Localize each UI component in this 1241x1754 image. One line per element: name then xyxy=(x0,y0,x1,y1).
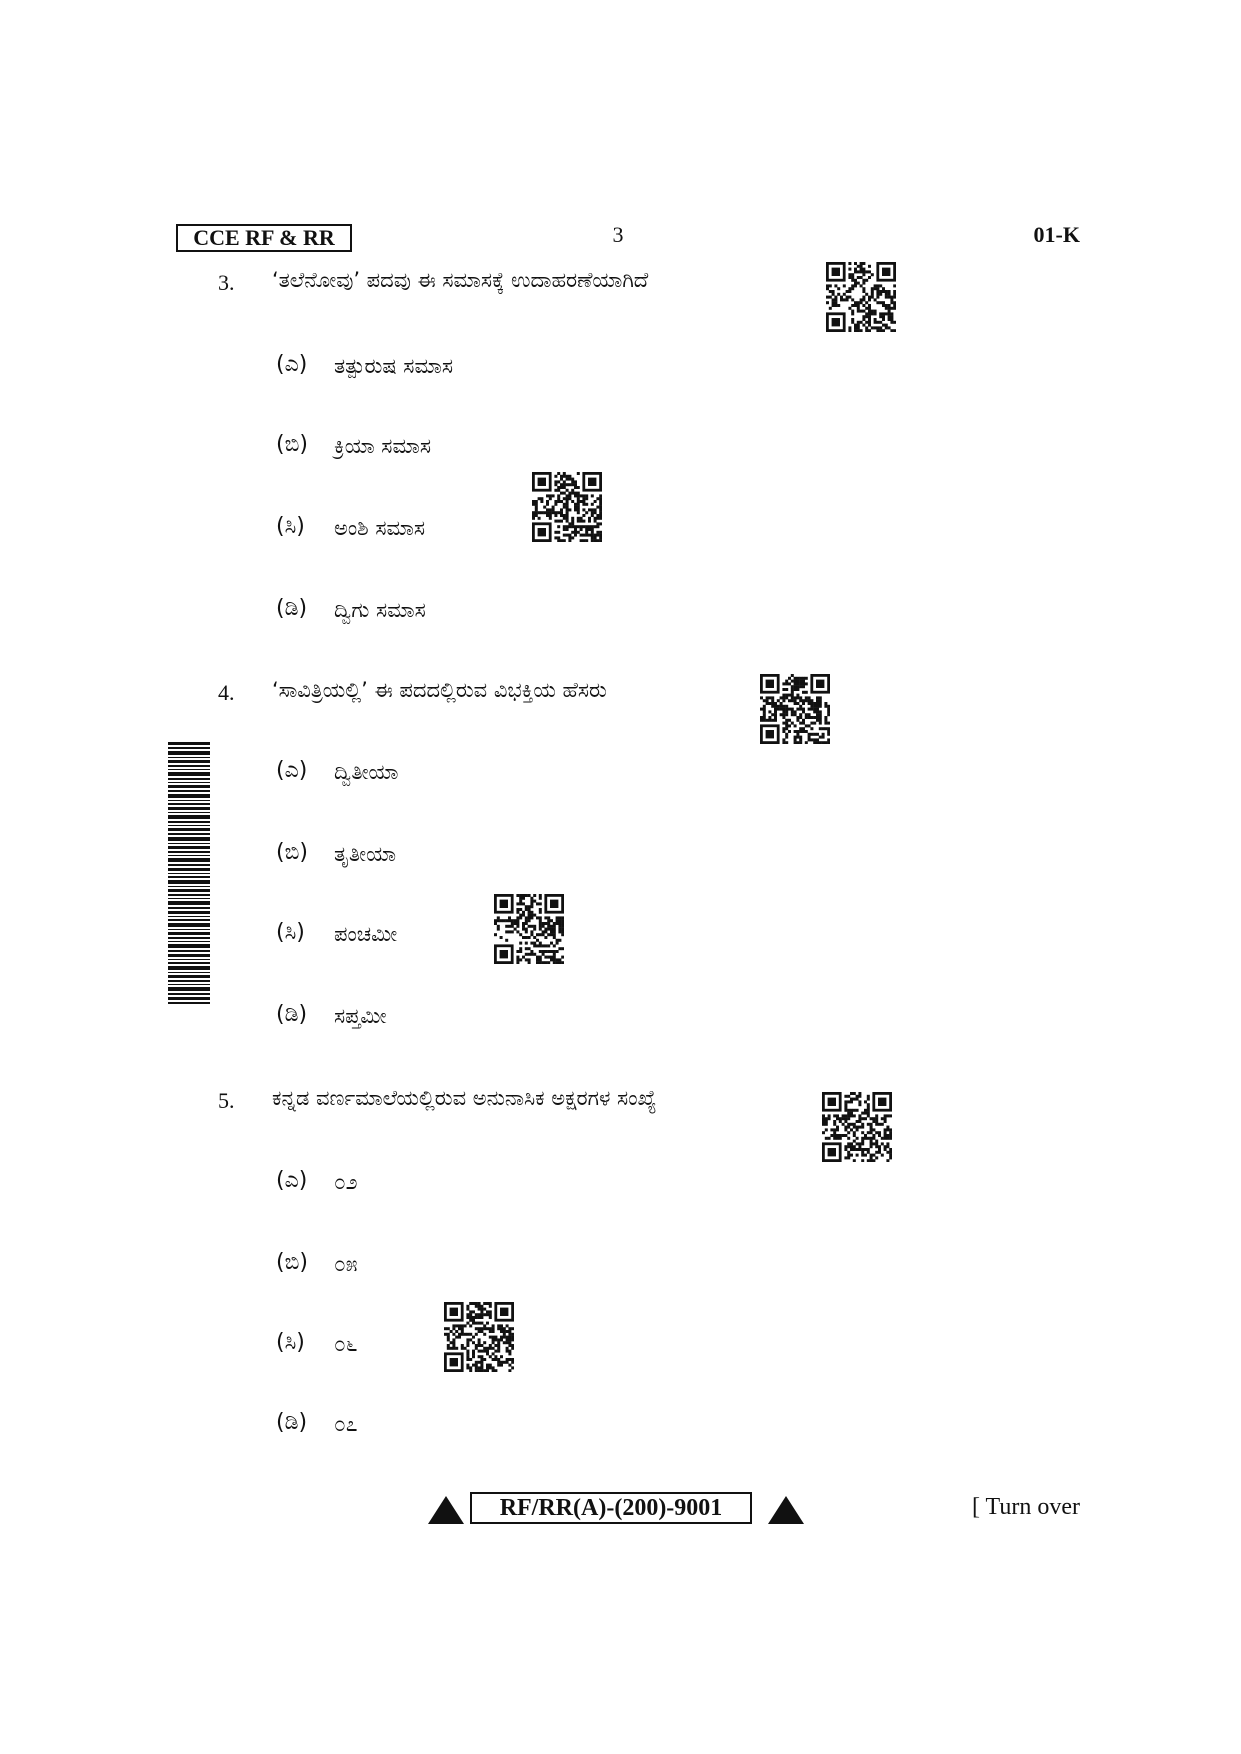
option-label: (ಡಿ) xyxy=(276,1002,308,1027)
option-text: ಅಂಶಿ ಸಮಾಸ xyxy=(334,516,426,540)
option-text: ೦೫ xyxy=(334,1252,358,1276)
option-text: ದ್ವಿಗು ಸಮಾಸ xyxy=(334,598,426,622)
option-text: ಸಪ್ತಮೀ xyxy=(334,1004,387,1028)
question-text: ಕನ್ನಡ ವರ್ಣಮಾಲೆಯಲ್ಲಿರುವ ಅನುನಾಸಿಕ ಅಕ್ಷರಗಳ ಸಂಖ್ಯೆ xyxy=(272,1086,657,1110)
qr-code-icon xyxy=(826,262,896,332)
option-text: ತತ್ಪುರುಷ ಸಮಾಸ xyxy=(334,354,453,378)
option-text: ೦೬ xyxy=(334,1332,358,1356)
question-number: 5. xyxy=(218,1088,235,1113)
option-label: (ಬಿ) xyxy=(276,840,308,865)
question-number: 3. xyxy=(218,270,235,295)
turn-over-label: [ Turn over xyxy=(971,1494,1080,1520)
question-number: 4. xyxy=(218,680,235,705)
triangle-up-icon xyxy=(428,1496,464,1524)
qr-code-icon xyxy=(532,472,602,542)
option-text: ೦೭ xyxy=(334,1412,358,1436)
option-text: ೦೨ xyxy=(334,1170,358,1194)
option-label: (ಬಿ) xyxy=(276,432,308,457)
option-label: (ಎ) xyxy=(276,758,308,783)
qr-code-icon xyxy=(494,894,564,964)
option-label: (ಡಿ) xyxy=(276,596,308,621)
option-label: (ಡಿ) xyxy=(276,1410,308,1435)
qr-code-icon xyxy=(760,674,830,744)
paper-code: 01-K xyxy=(1033,222,1080,247)
question-text: ‘ಸಾವಿತ್ರಿಯಲ್ಲಿ’ ಈ ಪದದಲ್ಲಿರುವ ವಿಭಕ್ತಿಯ ಹೆಸರು xyxy=(272,678,607,702)
question-text: ‘ತಲೆನೋವು’ ಪದವು ಈ ಸಮಾಸಕ್ಕೆ ಉದಾಹರಣೆಯಾಗಿದೆ xyxy=(272,268,649,292)
option-text: ತೃತೀಯಾ xyxy=(334,842,397,866)
barcode-icon xyxy=(168,742,210,1006)
page-number: 3 xyxy=(612,222,624,247)
qr-code-icon xyxy=(444,1302,514,1372)
triangle-up-icon xyxy=(768,1496,804,1524)
option-label: (ಸಿ) xyxy=(276,920,305,945)
option-label: (ಬಿ) xyxy=(276,1250,308,1275)
option-label: (ಎ) xyxy=(276,352,308,377)
footer-code: RF/RR(A)-(200)-9001 xyxy=(470,1492,752,1524)
option-text: ಪಂಚಮೀ xyxy=(334,922,398,946)
option-text: ಕ್ರಿಯಾ ಸಮಾಸ xyxy=(334,434,431,458)
option-label: (ಸಿ) xyxy=(276,514,305,539)
qr-code-icon xyxy=(822,1092,892,1162)
option-label: (ಸಿ) xyxy=(276,1330,305,1355)
exam-label: CCE RF & RR xyxy=(176,224,352,252)
option-text: ದ್ವಿತೀಯಾ xyxy=(334,760,399,784)
option-label: (ಎ) xyxy=(276,1168,308,1193)
